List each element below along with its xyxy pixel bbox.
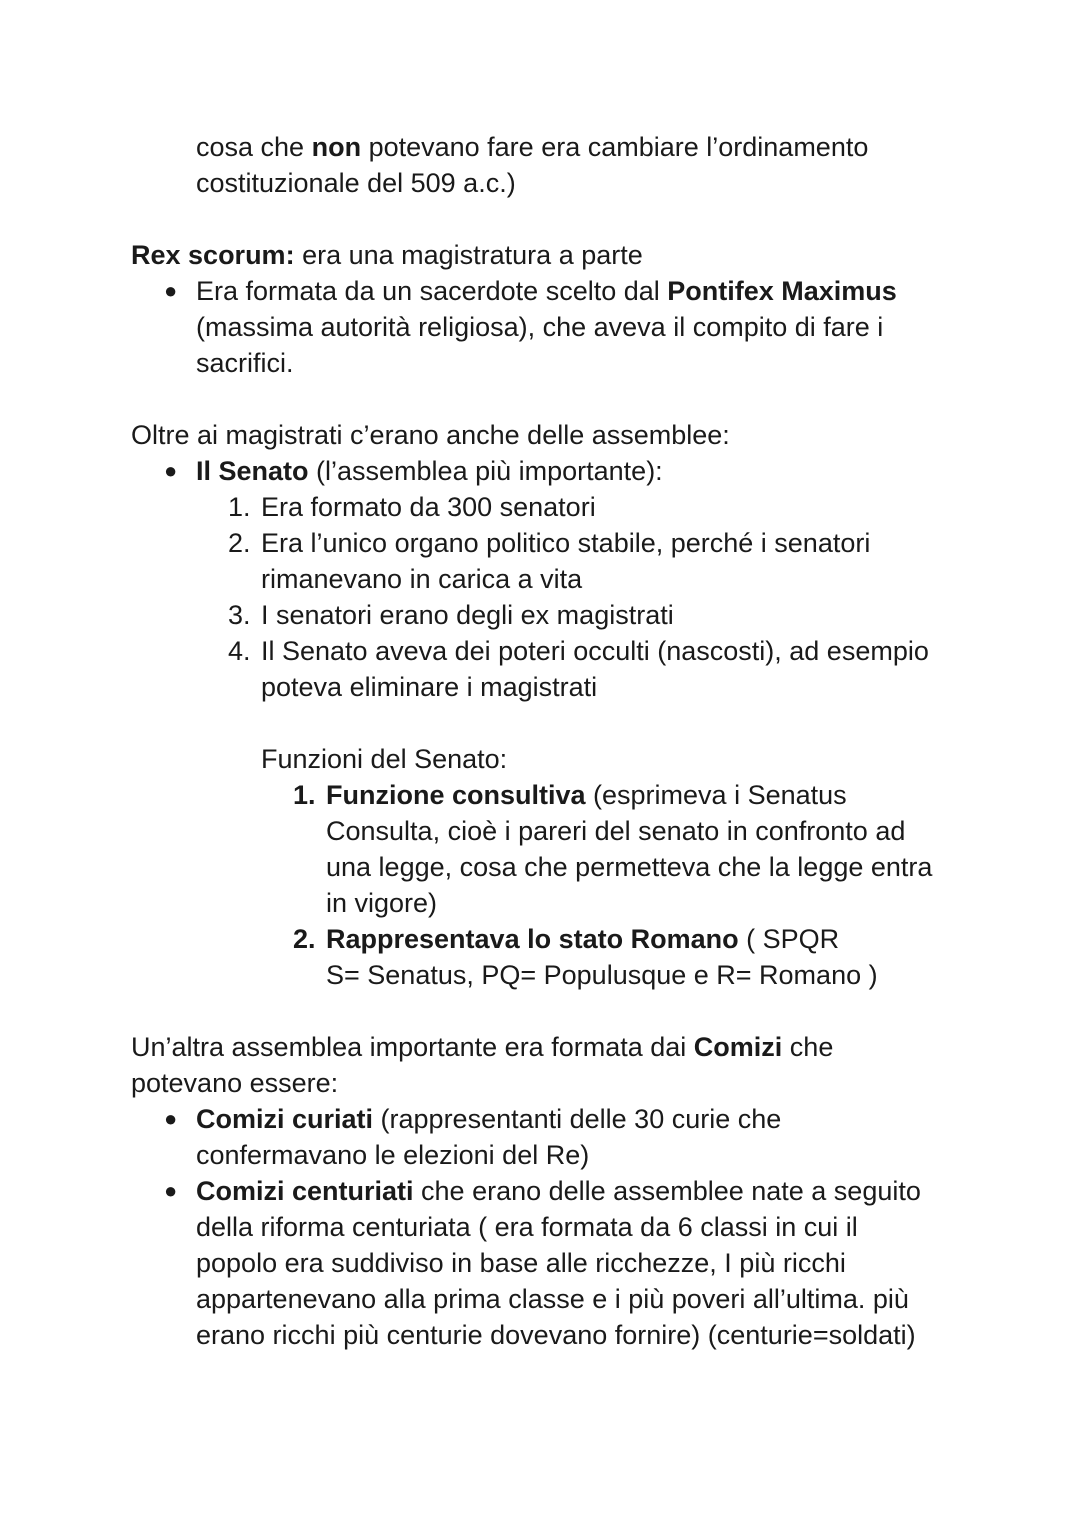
list-number: 1.: [228, 492, 251, 522]
comizi-intro-line-2: potevano essere:: [131, 1068, 339, 1098]
centuriati-line-5: erano ricchi più centurie dovevano fornire) (centurie=soldati): [196, 1320, 916, 1350]
functions-title: Funzioni del Senato:: [261, 744, 508, 774]
bold-text: Funzione consultiva: [326, 780, 586, 810]
text: cosa che: [196, 132, 312, 162]
text: che erano delle assemblee nate a seguito: [413, 1176, 921, 1206]
bold-text: Comizi centuriati: [196, 1176, 414, 1206]
function-1-line-1: [326, 777, 847, 813]
function-2-line-2: S= Senatus, PQ= Populusque e R= Romano ): [326, 960, 878, 990]
rex-bullet-line-2: (massima autorità religiosa), che aveva il compito di fare i: [196, 312, 884, 342]
senate-item-4-line-2: poteva eliminare i magistrati: [261, 672, 598, 702]
curiati-line-1: [196, 1101, 781, 1137]
bold-text: non: [311, 132, 362, 162]
centuriati-line-1: [196, 1173, 921, 1209]
text: ( SPQR: [738, 924, 840, 954]
text: Un’altra assemblea importante era formata dai: [131, 1032, 694, 1062]
centuriati-line-2: della riforma centuriata ( era formata da 6 classi in cui il: [196, 1212, 858, 1242]
assemblies-intro: Oltre ai magistrati c’erano anche delle assemblee:: [131, 420, 730, 450]
list-number: 4.: [228, 636, 251, 666]
bold-text: Comizi: [693, 1032, 783, 1062]
list-number: 1.: [293, 780, 316, 810]
senate-item-2-line-1: Era l’unico organo politico stabile, perché i senatori: [261, 528, 871, 558]
senate-title: Il Senato: [196, 456, 309, 486]
list-number: 2.: [293, 924, 316, 954]
senate-item-4-line-1: Il Senato aveva dei poteri occulti (nascosti), ad esempio: [261, 636, 929, 666]
text: Era formata da un sacerdote scelto dal: [196, 276, 668, 306]
list-number: 2.: [228, 528, 251, 558]
centuriati-line-4: appartenevano alla prima classe e i più poveri all’ultima. più: [196, 1284, 909, 1314]
intro-line-2: costituzionale del 509 a.c.): [196, 168, 516, 198]
function-1-line-3: una legge, cosa che permetteva che la legge entra: [326, 852, 933, 882]
function-1-line-4: in vigore): [326, 888, 438, 918]
bold-text: Comizi curiati: [196, 1104, 374, 1134]
text: (esprimeva i Senatus: [585, 780, 847, 810]
text: (l’assemblea più importante):: [308, 456, 663, 486]
text: che: [782, 1032, 834, 1062]
bullet-icon: ●: [164, 458, 178, 483]
senate-heading: [196, 453, 663, 489]
bullet-icon: ●: [164, 1106, 178, 1131]
senate-item-1: Era formato da 300 senatori: [261, 492, 596, 522]
curiati-line-2: confermavano le elezioni del Re): [196, 1140, 590, 1170]
centuriati-line-3: popolo era suddiviso in base alle ricchezze, I più ricchi: [196, 1248, 846, 1278]
bullet-icon: ●: [164, 1178, 178, 1203]
comizi-intro-line-1: [131, 1029, 833, 1065]
rex-bullet-line-1: [196, 273, 897, 309]
list-number: 3.: [228, 600, 251, 630]
intro-line-1: [196, 129, 868, 165]
rex-title: Rex scorum:: [131, 240, 295, 270]
rex-bullet-line-3: sacrifici.: [196, 348, 294, 378]
function-1-line-2: Consulta, cioè i pareri del senato in confronto ad: [326, 816, 906, 846]
bold-text: Pontifex Maximus: [667, 276, 897, 306]
senate-item-3: I senatori erano degli ex magistrati: [261, 600, 674, 630]
bold-text: Rappresentava lo stato Romano: [326, 924, 739, 954]
rex-heading: [131, 237, 643, 273]
text: era una magistratura a parte: [294, 240, 643, 270]
senate-item-2-line-2: rimanevano in carica a vita: [261, 564, 583, 594]
function-2-line-1: [326, 921, 839, 957]
text: (rappresentanti delle 30 curie che: [373, 1104, 782, 1134]
text: potevano fare era cambiare l’ordinamento: [361, 132, 869, 162]
bullet-icon: ●: [164, 278, 178, 303]
